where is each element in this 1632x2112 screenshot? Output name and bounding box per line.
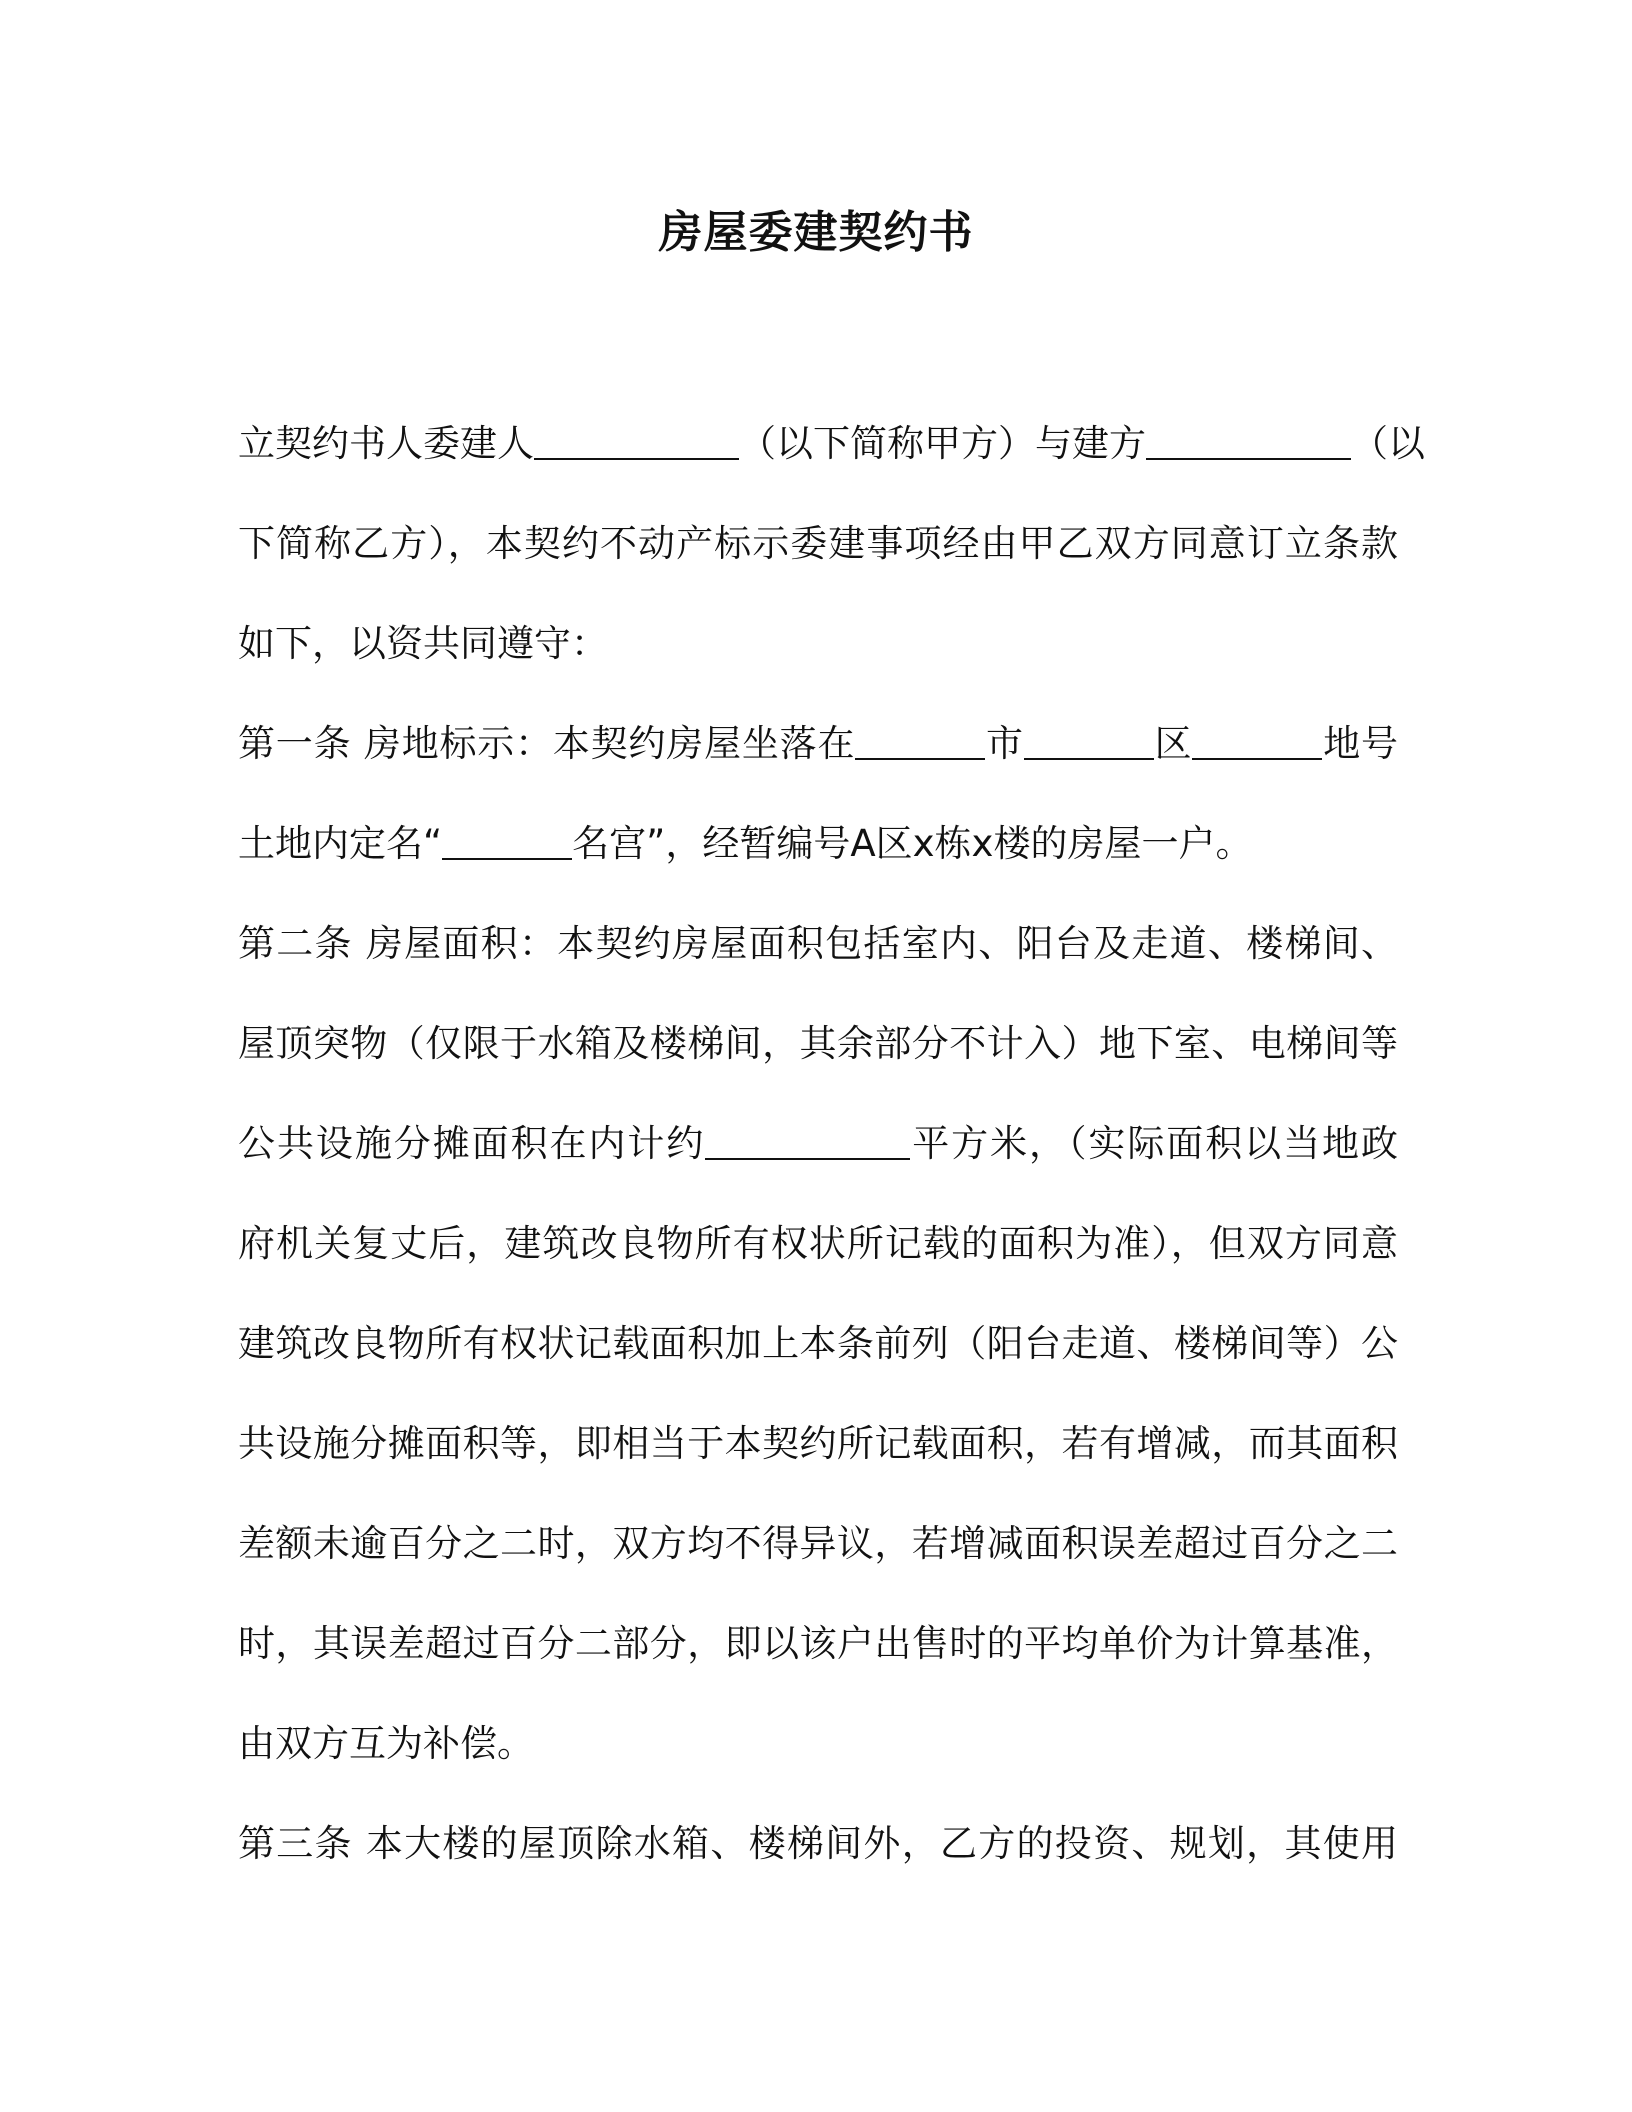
article-2-line-8: 时，其误差超过百分二部分，即以该户出售时的平均单价为计算基准， <box>238 1622 1398 1665</box>
intro-text: （以 <box>1351 422 1425 465</box>
intro-line-2: 下简称乙方），本契约不动产标示委建事项经由甲乙双方同意订立条款 <box>238 522 1398 565</box>
intro-text: 立契约书人委建人 <box>238 422 534 465</box>
article-2-line-1: 第二条 房屋面积：本契约房屋面积包括室内、阳台及走道、楼梯间、 <box>238 922 1398 965</box>
blank-city <box>855 722 985 760</box>
blank-building-name <box>442 822 572 860</box>
blank-builder-name <box>1146 422 1351 460</box>
blank-district <box>1024 722 1154 760</box>
article-2-line-2: 屋顶突物（仅限于水箱及楼梯间，其余部分不计入）地下室、电梯间等 <box>238 1022 1398 1065</box>
article-text: 土地内定名“ <box>238 822 443 865</box>
article-3-line-1: 第三条 本大楼的屋顶除水箱、楼梯间外，乙方的投资、规划，其使用 <box>238 1822 1398 1865</box>
article-2-line-6: 共设施分摊面积等，即相当于本契约所记载面积，若有增减，而其面积 <box>238 1422 1398 1465</box>
article-text: 平方米，（实际面积以当地政 <box>910 1122 1399 1165</box>
article-text: 区 <box>1153 722 1193 765</box>
article-text: 市 <box>985 722 1024 765</box>
article-text: 名宫”，经暂编号A区x栋x楼的房屋一户。 <box>572 822 1253 865</box>
article-2-line-5: 建筑改良物所有权状记载面积加上本条前列（阳台走道、楼梯间等）公 <box>238 1322 1398 1365</box>
article-2-line-4: 府机关复丈后，建筑改良物所有权状所记载的面积为准），但双方同意 <box>238 1222 1398 1265</box>
intro-line-3: 如下，以资共同遵守： <box>238 622 608 665</box>
article-2-line-7: 差额未逾百分之二时，双方均不得异议，若增减面积误差超过百分之二 <box>238 1522 1398 1565</box>
article-text: 地号 <box>1322 722 1399 765</box>
intro-line-1 <box>238 414 1425 474</box>
blank-area <box>705 1122 910 1160</box>
article-1-line-1 <box>238 714 1398 774</box>
article-text: 公共设施分摊面积在内计约 <box>238 1122 706 1165</box>
blank-client-name <box>534 422 739 460</box>
blank-lot <box>1192 722 1322 760</box>
article-2-line-9: 由双方互为补偿。 <box>238 1722 534 1765</box>
article-1-line-2 <box>238 814 1398 874</box>
article-text: 第一条 房地标示：本契约房屋坐落在 <box>238 722 856 765</box>
article-2-line-3 <box>238 1114 1398 1174</box>
intro-text: （以下简称甲方）与建方 <box>739 422 1146 465</box>
document-title: 房屋委建契约书 <box>658 207 974 258</box>
